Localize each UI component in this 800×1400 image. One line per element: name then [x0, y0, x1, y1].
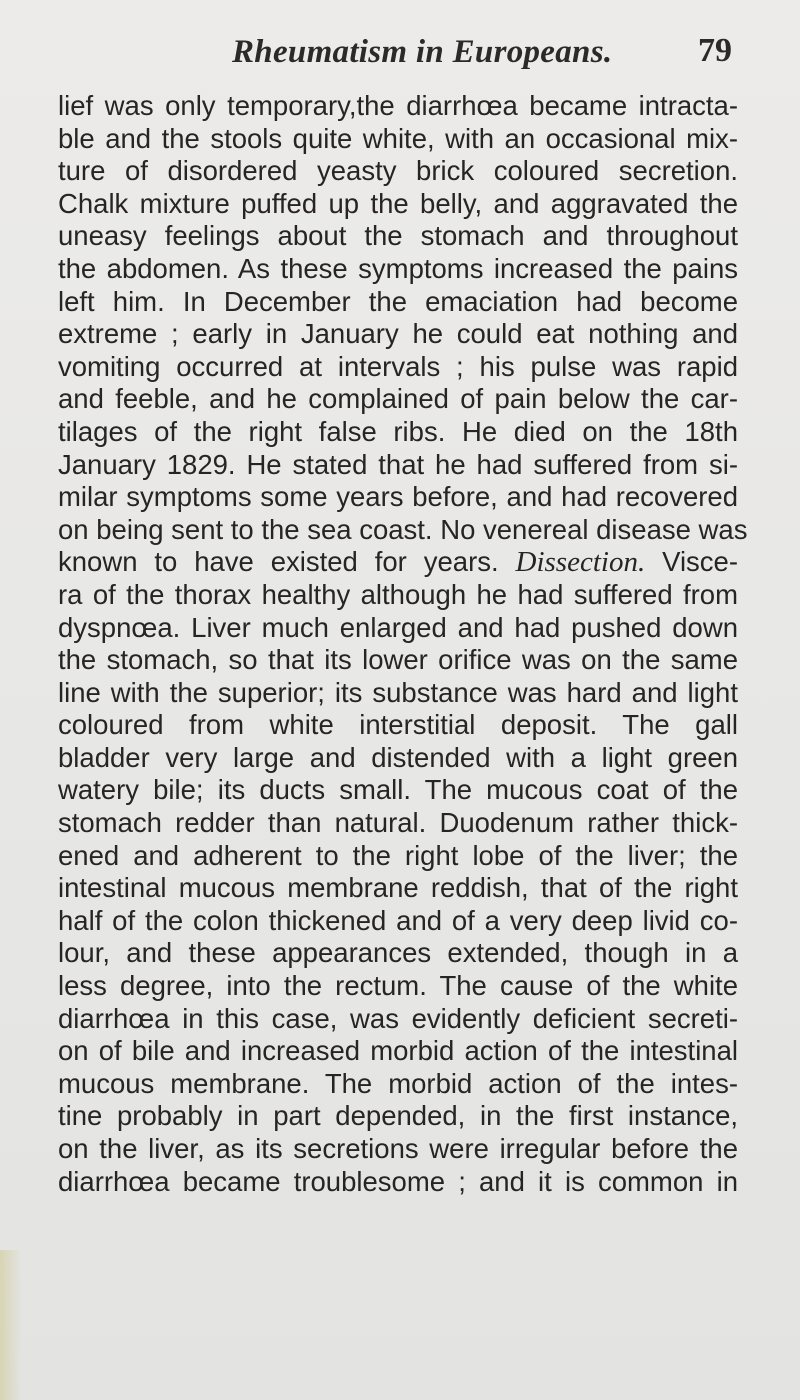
section-heading-dissection: Dissection.	[515, 546, 646, 579]
text-line: lief was only temporary,the diarrhœa became intracta-	[58, 90, 738, 121]
text-line: line with the superior; its substance was hard and light	[58, 676, 738, 708]
text-line: stomach redder than natural. Duodenum rather thick-	[58, 807, 738, 839]
text-line: milar symptoms some years before, and had recovered	[58, 481, 738, 513]
body-text	[58, 90, 748, 1198]
text-line: on the liver, as its secretions were irregular before the	[58, 1133, 738, 1164]
text-line: tilages of the right false ribs. He died on the 18th	[58, 415, 738, 447]
text-line: January 1829. He stated that he had suffered from si-	[58, 448, 738, 480]
text-line: Chalk mixture puffed up the belly, and aggravated the	[58, 187, 738, 219]
text-segment: Visce-	[662, 546, 739, 578]
page-number: 79	[698, 32, 732, 69]
text-line: diarrhœa in this case, was evidently deficient secreti-	[58, 1002, 738, 1034]
text-line: on of bile and increased morbid action of the intestinal	[58, 1035, 738, 1067]
text-line: extreme ; early in January he could eat nothing and	[58, 318, 738, 350]
text-line: ture of disordered yeasty brick coloured secretion.	[58, 155, 738, 187]
text-line: dyspnœa. Liver much enlarged and had pushed down	[58, 611, 738, 643]
text-line: the abdomen. As these symptoms increased the pains	[58, 252, 738, 284]
text-line: coloured from white interstitial deposit. The gall	[58, 709, 738, 741]
text-line: the stomach, so that its lower orifice was on the same	[58, 644, 738, 676]
text-line: ble and the stools quite white, with an occasional mix-	[58, 122, 738, 154]
text-line: ra of the thorax healthy although he had suffered from	[58, 578, 738, 610]
text-line: vomiting occurred at intervals ; his pulse was rapid	[58, 350, 738, 382]
text-line: tine probably in part depended, in the first instance,	[58, 1100, 738, 1132]
text-line: less degree, into the rectum. The cause of the white	[58, 970, 738, 1002]
text-line: and feeble, and he complained of pain below the car-	[58, 383, 738, 415]
text-line: diarrhœa became troublesome ; and it is common in	[58, 1165, 738, 1197]
text-line: on being sent to the sea coast. No venereal disease was	[58, 513, 748, 545]
text-line: mucous membrane. The morbid action of the intes-	[58, 1067, 738, 1099]
text-line: watery bile; its ducts small. The mucous coat of the	[58, 774, 738, 806]
text-line: uneasy feelings about the stomach and throughout	[58, 220, 738, 252]
text-line: left him. In December the emaciation had become	[58, 285, 738, 317]
text-line: ened and adherent to the right lobe of the liver; the	[58, 839, 738, 871]
page-stain	[0, 1250, 22, 1400]
running-head	[0, 34, 800, 84]
text-line: intestinal mucous membrane reddish, that of the right	[58, 872, 738, 904]
running-title: Rheumatism in Europeans.	[232, 34, 613, 70]
text-line: bladder very large and distended with a light green	[58, 741, 738, 773]
text-segment: known to have existed for years.	[58, 546, 499, 578]
text-line: lour, and these appearances extended, though in a	[58, 937, 738, 969]
text-line: half of the colon thickened and of a very deep livid co-	[58, 904, 738, 936]
text-line-mixed	[58, 546, 738, 579]
